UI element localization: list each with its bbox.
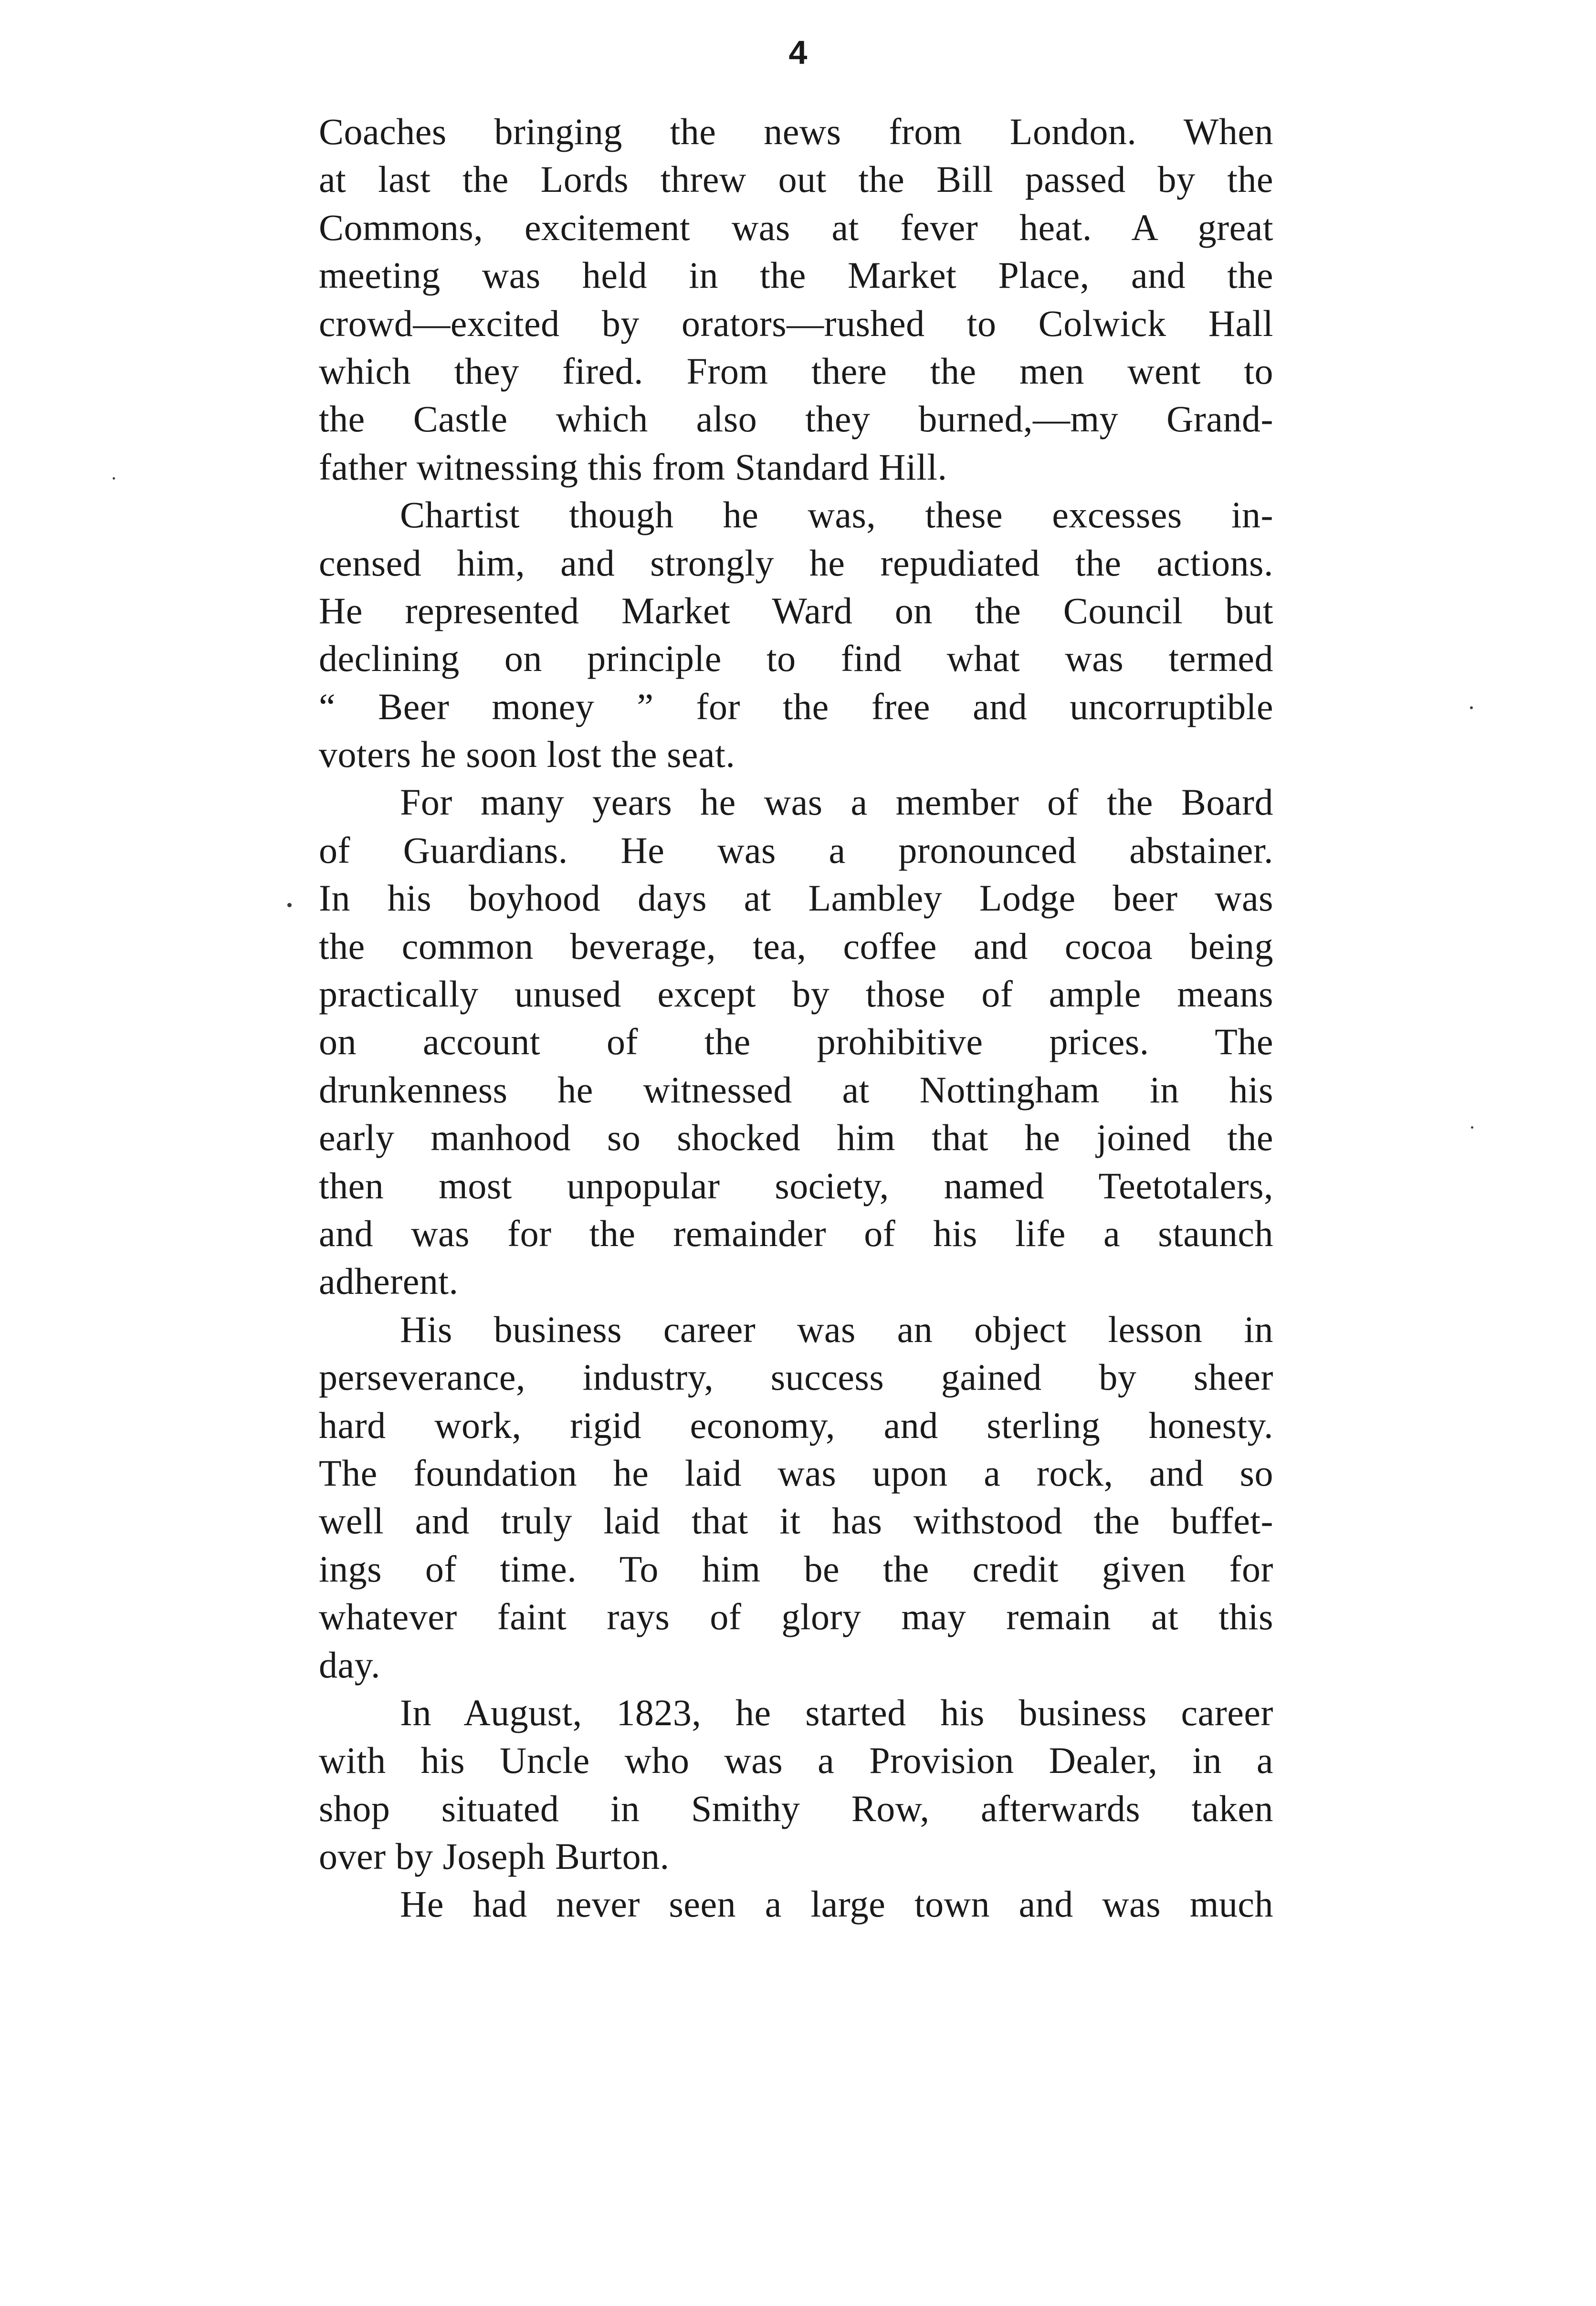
text-line: the Castle which also they burned,—my Grand- [319,398,1273,440]
text-line: with his Uncle who was a Provision Dealer, in a [319,1740,1273,1782]
text-line: perseverance, industry, success gained by sheer [319,1356,1273,1398]
text-line: of Guardians. He was a pronounced abstainer. [319,829,1273,871]
text-line: voters he soon lost the seat. [319,734,735,776]
text-line: “ Beer money ” for the free and uncorruptible [319,685,1273,727]
text-line: the common beverage, tea, coffee and cocoa being [319,925,1273,967]
text-line: on account of the prohibitive prices. The [319,1021,1273,1063]
text-line: over by Joseph Burton. [319,1835,670,1877]
text-line: In his boyhood days at Lambley Lodge beer was [319,877,1273,919]
text-line: Coaches bringing the news from London. When [319,111,1273,152]
text-line: at last the Lords threw out the Bill passed by the [319,158,1273,200]
scan-speck [287,903,292,907]
text-line: well and truly laid that it has withstood the buffet- [319,1500,1273,1542]
text-line: Commons, excitement was at fever heat. A great [319,206,1273,248]
paragraph [319,1689,1273,1881]
text-line: crowd—excited by orators—rushed to Colwick Hall [319,302,1273,344]
text-line: declining on principle to find what was termed [319,638,1273,680]
text-line: whatever faint rays of glory may remain at this [319,1596,1273,1638]
text-line: He represented Market Ward on the Council but [319,589,1273,631]
text-line: His business career was an object lesson in [400,1308,1273,1350]
text-line: practically unused except by those of ample means [319,973,1273,1015]
text-line: which they fired. From there the men went to [319,350,1273,392]
text-line: hard work, rigid economy, and sterling honesty. [319,1404,1273,1446]
text-line: father witnessing this from Standard Hill. [319,446,947,488]
paragraph [319,108,1273,491]
text-line: In August, 1823, he started his business career [400,1691,1273,1733]
text-line: shop situated in Smithy Row, afterwards taken [319,1787,1273,1829]
text-line: meeting was held in the Market Place, and the [319,254,1273,296]
paragraph [319,1880,1273,1928]
text-line: ings of time. To him be the credit given for [319,1548,1273,1590]
text-line: and was for the remainder of his life a staunch [319,1212,1273,1254]
text-line: then most unpopular society, named Teetotalers, [319,1164,1273,1206]
page-number: 4 [788,34,808,71]
paragraph [319,1306,1273,1689]
text-line: early manhood so shocked him that he joined the [319,1117,1273,1159]
text-line: The foundation he laid was upon a rock, and so [319,1452,1273,1494]
body-text [319,108,1273,1929]
scan-speck [1471,1126,1473,1129]
paragraph [319,491,1273,778]
text-line: Chartist though he was, these excesses in- [400,494,1273,536]
text-line: day. [319,1644,381,1686]
text-line: For many years he was a member of the Board [400,781,1273,823]
text-line: censed him, and strongly he repudiated the actions. [319,542,1273,584]
paragraph [319,778,1273,1305]
text-line: He had never seen a large town and was much [400,1883,1273,1925]
scan-speck [1470,706,1473,709]
text-line: drunkenness he witnessed at Nottingham in his [319,1069,1273,1111]
scan-speck [113,477,115,480]
text-line: adherent. [319,1260,459,1302]
